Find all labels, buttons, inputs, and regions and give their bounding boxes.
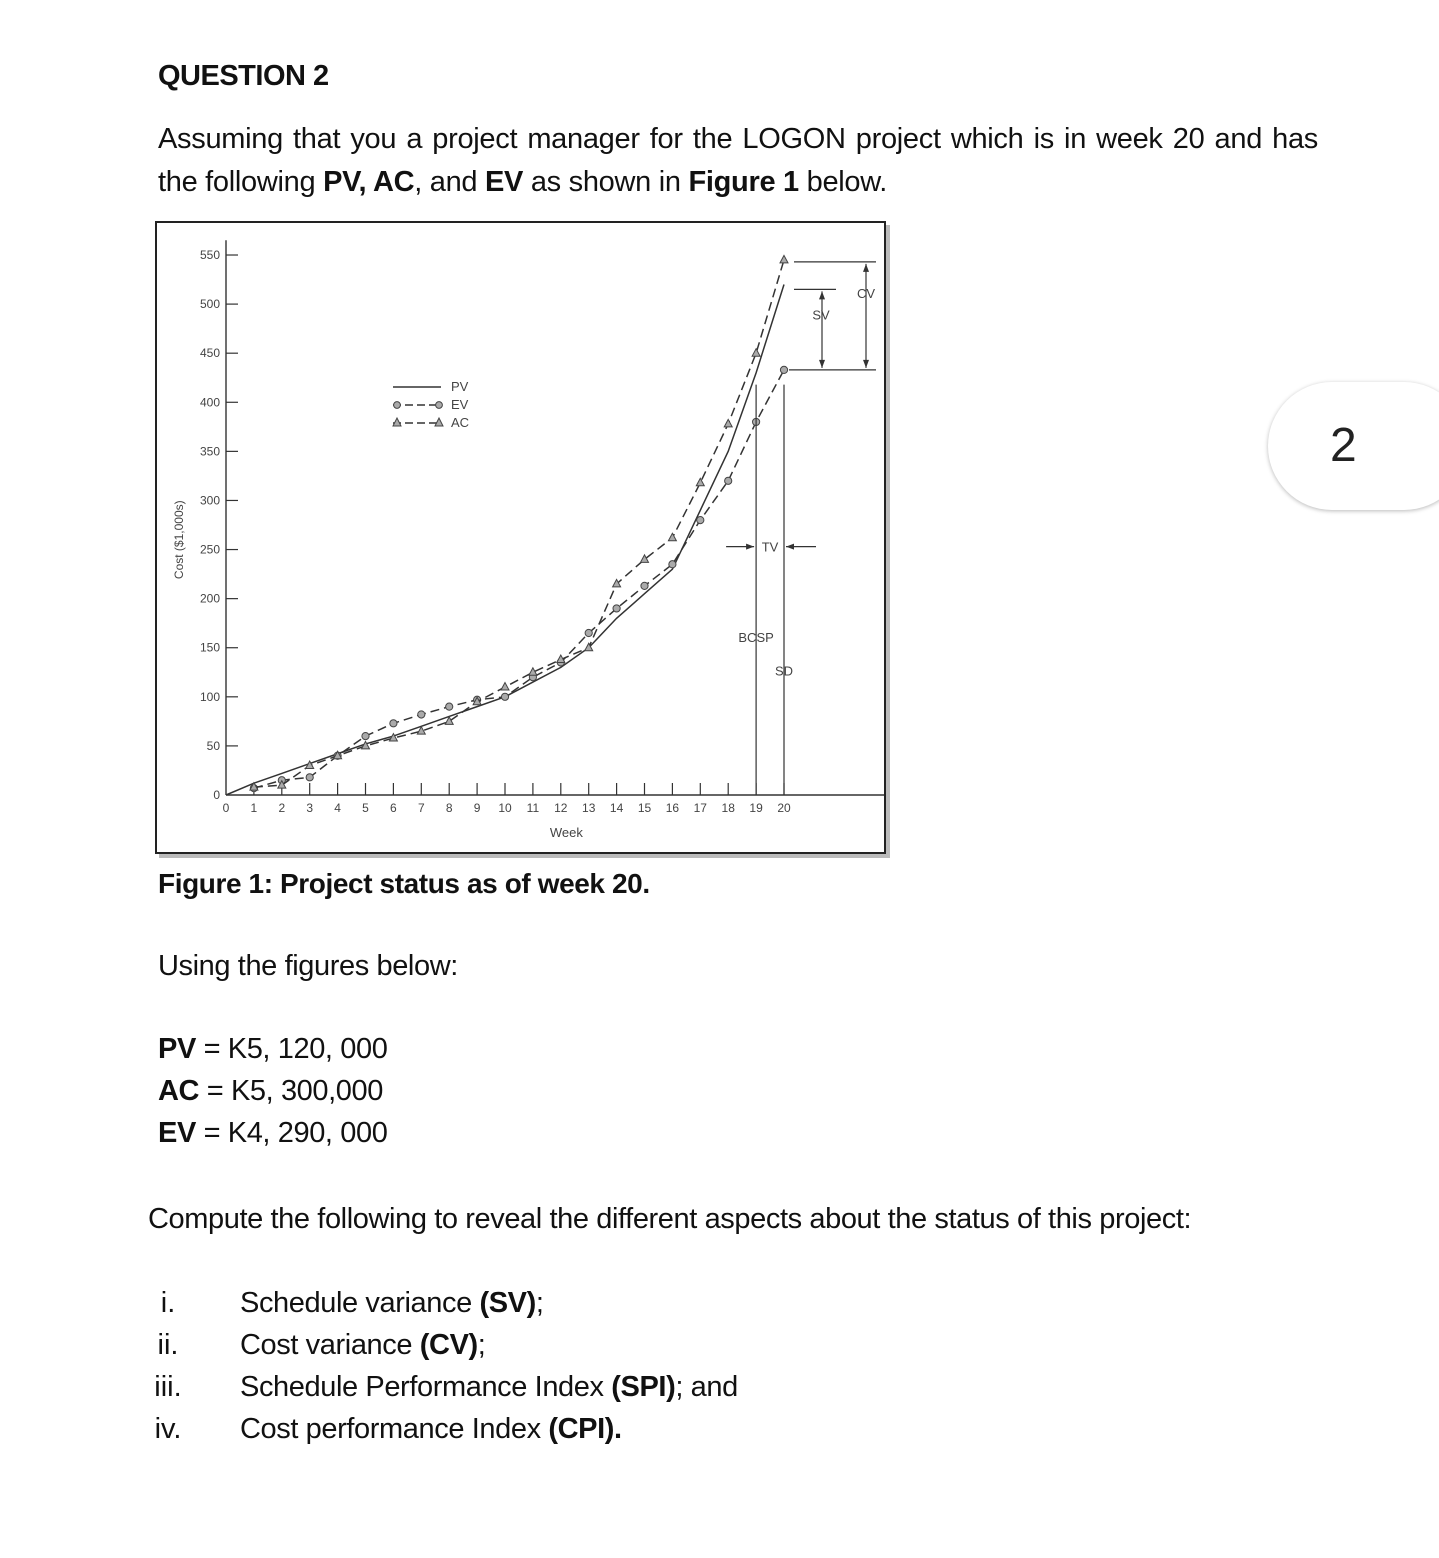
sv-label: SV bbox=[812, 307, 830, 323]
y-tick-label: 250 bbox=[199, 542, 220, 557]
cv-arrowhead bbox=[863, 264, 869, 272]
ac-marker bbox=[724, 419, 732, 427]
x-tick-label: 1 bbox=[250, 801, 258, 815]
list-item-bold: (SPI) bbox=[611, 1371, 676, 1403]
list-item-number: i. bbox=[160, 1287, 176, 1319]
list-item-text: Cost variance bbox=[240, 1329, 420, 1361]
figure-label: PV bbox=[158, 1033, 196, 1065]
ac-marker bbox=[501, 683, 509, 691]
x-tick-label: 5 bbox=[362, 801, 369, 815]
figure-value: = K5, 300,000 bbox=[206, 1075, 383, 1107]
x-tick-label: 17 bbox=[693, 801, 707, 815]
ev-marker bbox=[725, 477, 732, 484]
x-tick-label: 18 bbox=[721, 801, 735, 815]
x-tick-label: 16 bbox=[665, 801, 680, 815]
x-tick-label: 14 bbox=[609, 801, 624, 815]
figure-value: = K5, 120, 000 bbox=[203, 1033, 388, 1065]
x-tick-label: 10 bbox=[498, 801, 512, 815]
legend-ev-label: EV bbox=[451, 397, 469, 412]
list-item-text: Schedule Performance Index bbox=[240, 1371, 612, 1403]
intro-bold-3: Figure 1 bbox=[688, 166, 799, 198]
ev-marker bbox=[446, 703, 453, 710]
y-tick-label: 150 bbox=[199, 640, 220, 655]
ac-marker bbox=[668, 533, 676, 541]
x-axis-label: Week bbox=[549, 825, 583, 840]
y-tick-label: 100 bbox=[199, 689, 220, 704]
list-item-tail: ; and bbox=[675, 1371, 738, 1403]
list-item bbox=[240, 1371, 738, 1404]
list-item-bold: (CV) bbox=[419, 1329, 478, 1361]
ev-marker bbox=[390, 720, 397, 727]
y-tick-label: 450 bbox=[199, 346, 220, 361]
list-item-number: iii. bbox=[154, 1371, 182, 1403]
intro-bold-2: EV bbox=[485, 166, 524, 198]
list-item-number: ii. bbox=[157, 1329, 179, 1361]
x-tick-label: 15 bbox=[637, 801, 652, 815]
series-line-pv bbox=[226, 284, 784, 795]
list-item-bold: (SV) bbox=[479, 1287, 536, 1319]
ev-marker bbox=[613, 605, 620, 612]
intro-text-1: Assuming that you a project manager for the LOGON project which is in week 20 and has the following bbox=[158, 123, 1318, 198]
x-tick-label: 4 bbox=[334, 801, 341, 815]
intro-text-4: below. bbox=[798, 166, 888, 198]
y-axis-label: Cost ($1,000s) bbox=[172, 500, 186, 580]
sv-arrowhead bbox=[819, 291, 825, 299]
intro-text-2: , and bbox=[414, 166, 485, 198]
y-tick-label: 500 bbox=[199, 297, 220, 312]
x-tick-label: 7 bbox=[417, 801, 425, 815]
figure-label: EV bbox=[158, 1117, 196, 1149]
cv-label: CV bbox=[856, 285, 876, 301]
compute-instruction: Compute the following to reveal the different aspects about the status of this project: bbox=[148, 1203, 1192, 1235]
y-tick-label: 400 bbox=[199, 395, 220, 410]
figure-ev bbox=[158, 1117, 387, 1150]
series-line-ac bbox=[254, 260, 784, 787]
legend-ev-marker bbox=[436, 402, 443, 409]
ev-marker bbox=[697, 516, 704, 523]
ev-marker bbox=[306, 774, 313, 781]
ac-marker bbox=[780, 255, 788, 263]
x-tick-label: 19 bbox=[749, 801, 763, 815]
x-tick-label: 0 bbox=[222, 801, 230, 815]
legend-pv-label: PV bbox=[451, 379, 469, 394]
page-number: 2 bbox=[1330, 419, 1357, 472]
legend-ac-marker bbox=[435, 418, 443, 426]
x-tick-label: 20 bbox=[777, 801, 791, 815]
tv-label: TV bbox=[761, 539, 779, 555]
legend-ac-marker bbox=[393, 418, 401, 426]
y-tick-label: 300 bbox=[199, 493, 220, 508]
legend-ev-marker bbox=[394, 402, 401, 409]
using-text: Using the figures below: bbox=[158, 950, 458, 982]
question-heading: QUESTION 2 bbox=[158, 60, 329, 92]
ac-marker bbox=[641, 555, 649, 563]
x-tick-label: 11 bbox=[526, 801, 540, 815]
ev-marker bbox=[641, 582, 648, 589]
sv-arrowhead bbox=[819, 360, 825, 368]
x-tick-label: 8 bbox=[445, 801, 453, 815]
x-tick-label: 6 bbox=[390, 801, 397, 815]
y-tick-label: 550 bbox=[199, 248, 220, 263]
intro-paragraph bbox=[158, 118, 1318, 204]
list-item bbox=[240, 1329, 485, 1362]
ac-marker bbox=[752, 349, 760, 357]
ac-marker bbox=[696, 478, 704, 486]
ev-marker bbox=[418, 711, 425, 718]
tv-arrowhead bbox=[786, 544, 794, 550]
y-tick-label: 200 bbox=[199, 591, 220, 606]
sd-label: SD bbox=[774, 663, 794, 679]
figure-caption: Figure 1: Project status as of week 20. bbox=[158, 868, 650, 899]
legend-ac-label: AC bbox=[451, 415, 470, 430]
tv-arrowhead bbox=[746, 544, 754, 550]
figure-frame bbox=[155, 221, 886, 854]
ev-marker bbox=[585, 629, 592, 636]
bcsp-label: BCSP bbox=[738, 629, 774, 645]
figure-pv bbox=[158, 1033, 387, 1066]
figure-ac bbox=[158, 1075, 383, 1108]
series-line-ev bbox=[254, 370, 784, 788]
intro-text-3: as shown in bbox=[523, 166, 689, 198]
earned-value-chart bbox=[157, 223, 884, 852]
ev-marker bbox=[501, 693, 508, 700]
x-tick-label: 3 bbox=[306, 801, 314, 815]
y-tick-label: 350 bbox=[199, 444, 220, 459]
list-item-tail: ; bbox=[535, 1287, 544, 1319]
list-item bbox=[240, 1413, 622, 1446]
y-tick-label: 50 bbox=[206, 738, 220, 753]
list-item bbox=[240, 1287, 544, 1320]
list-item-bold: (CPI). bbox=[548, 1413, 622, 1445]
x-tick-label: 12 bbox=[554, 801, 568, 815]
list-item-number: iv. bbox=[154, 1413, 182, 1445]
intro-bold-1: PV, AC bbox=[323, 166, 415, 198]
ev-marker bbox=[780, 366, 787, 373]
figure-label: AC bbox=[158, 1075, 200, 1107]
ev-marker bbox=[669, 561, 676, 568]
list-item-text: Schedule variance bbox=[240, 1287, 480, 1319]
x-tick-label: 9 bbox=[473, 801, 481, 815]
ev-marker bbox=[362, 732, 369, 739]
x-tick-label: 2 bbox=[278, 801, 286, 815]
y-tick-label: 0 bbox=[213, 788, 220, 802]
list-item-text: Cost performance Index bbox=[240, 1413, 549, 1445]
figure-value: = K4, 290, 000 bbox=[203, 1117, 388, 1149]
x-tick-label: 13 bbox=[582, 801, 596, 815]
list-item-tail: ; bbox=[477, 1329, 486, 1361]
cv-arrowhead bbox=[863, 360, 869, 368]
